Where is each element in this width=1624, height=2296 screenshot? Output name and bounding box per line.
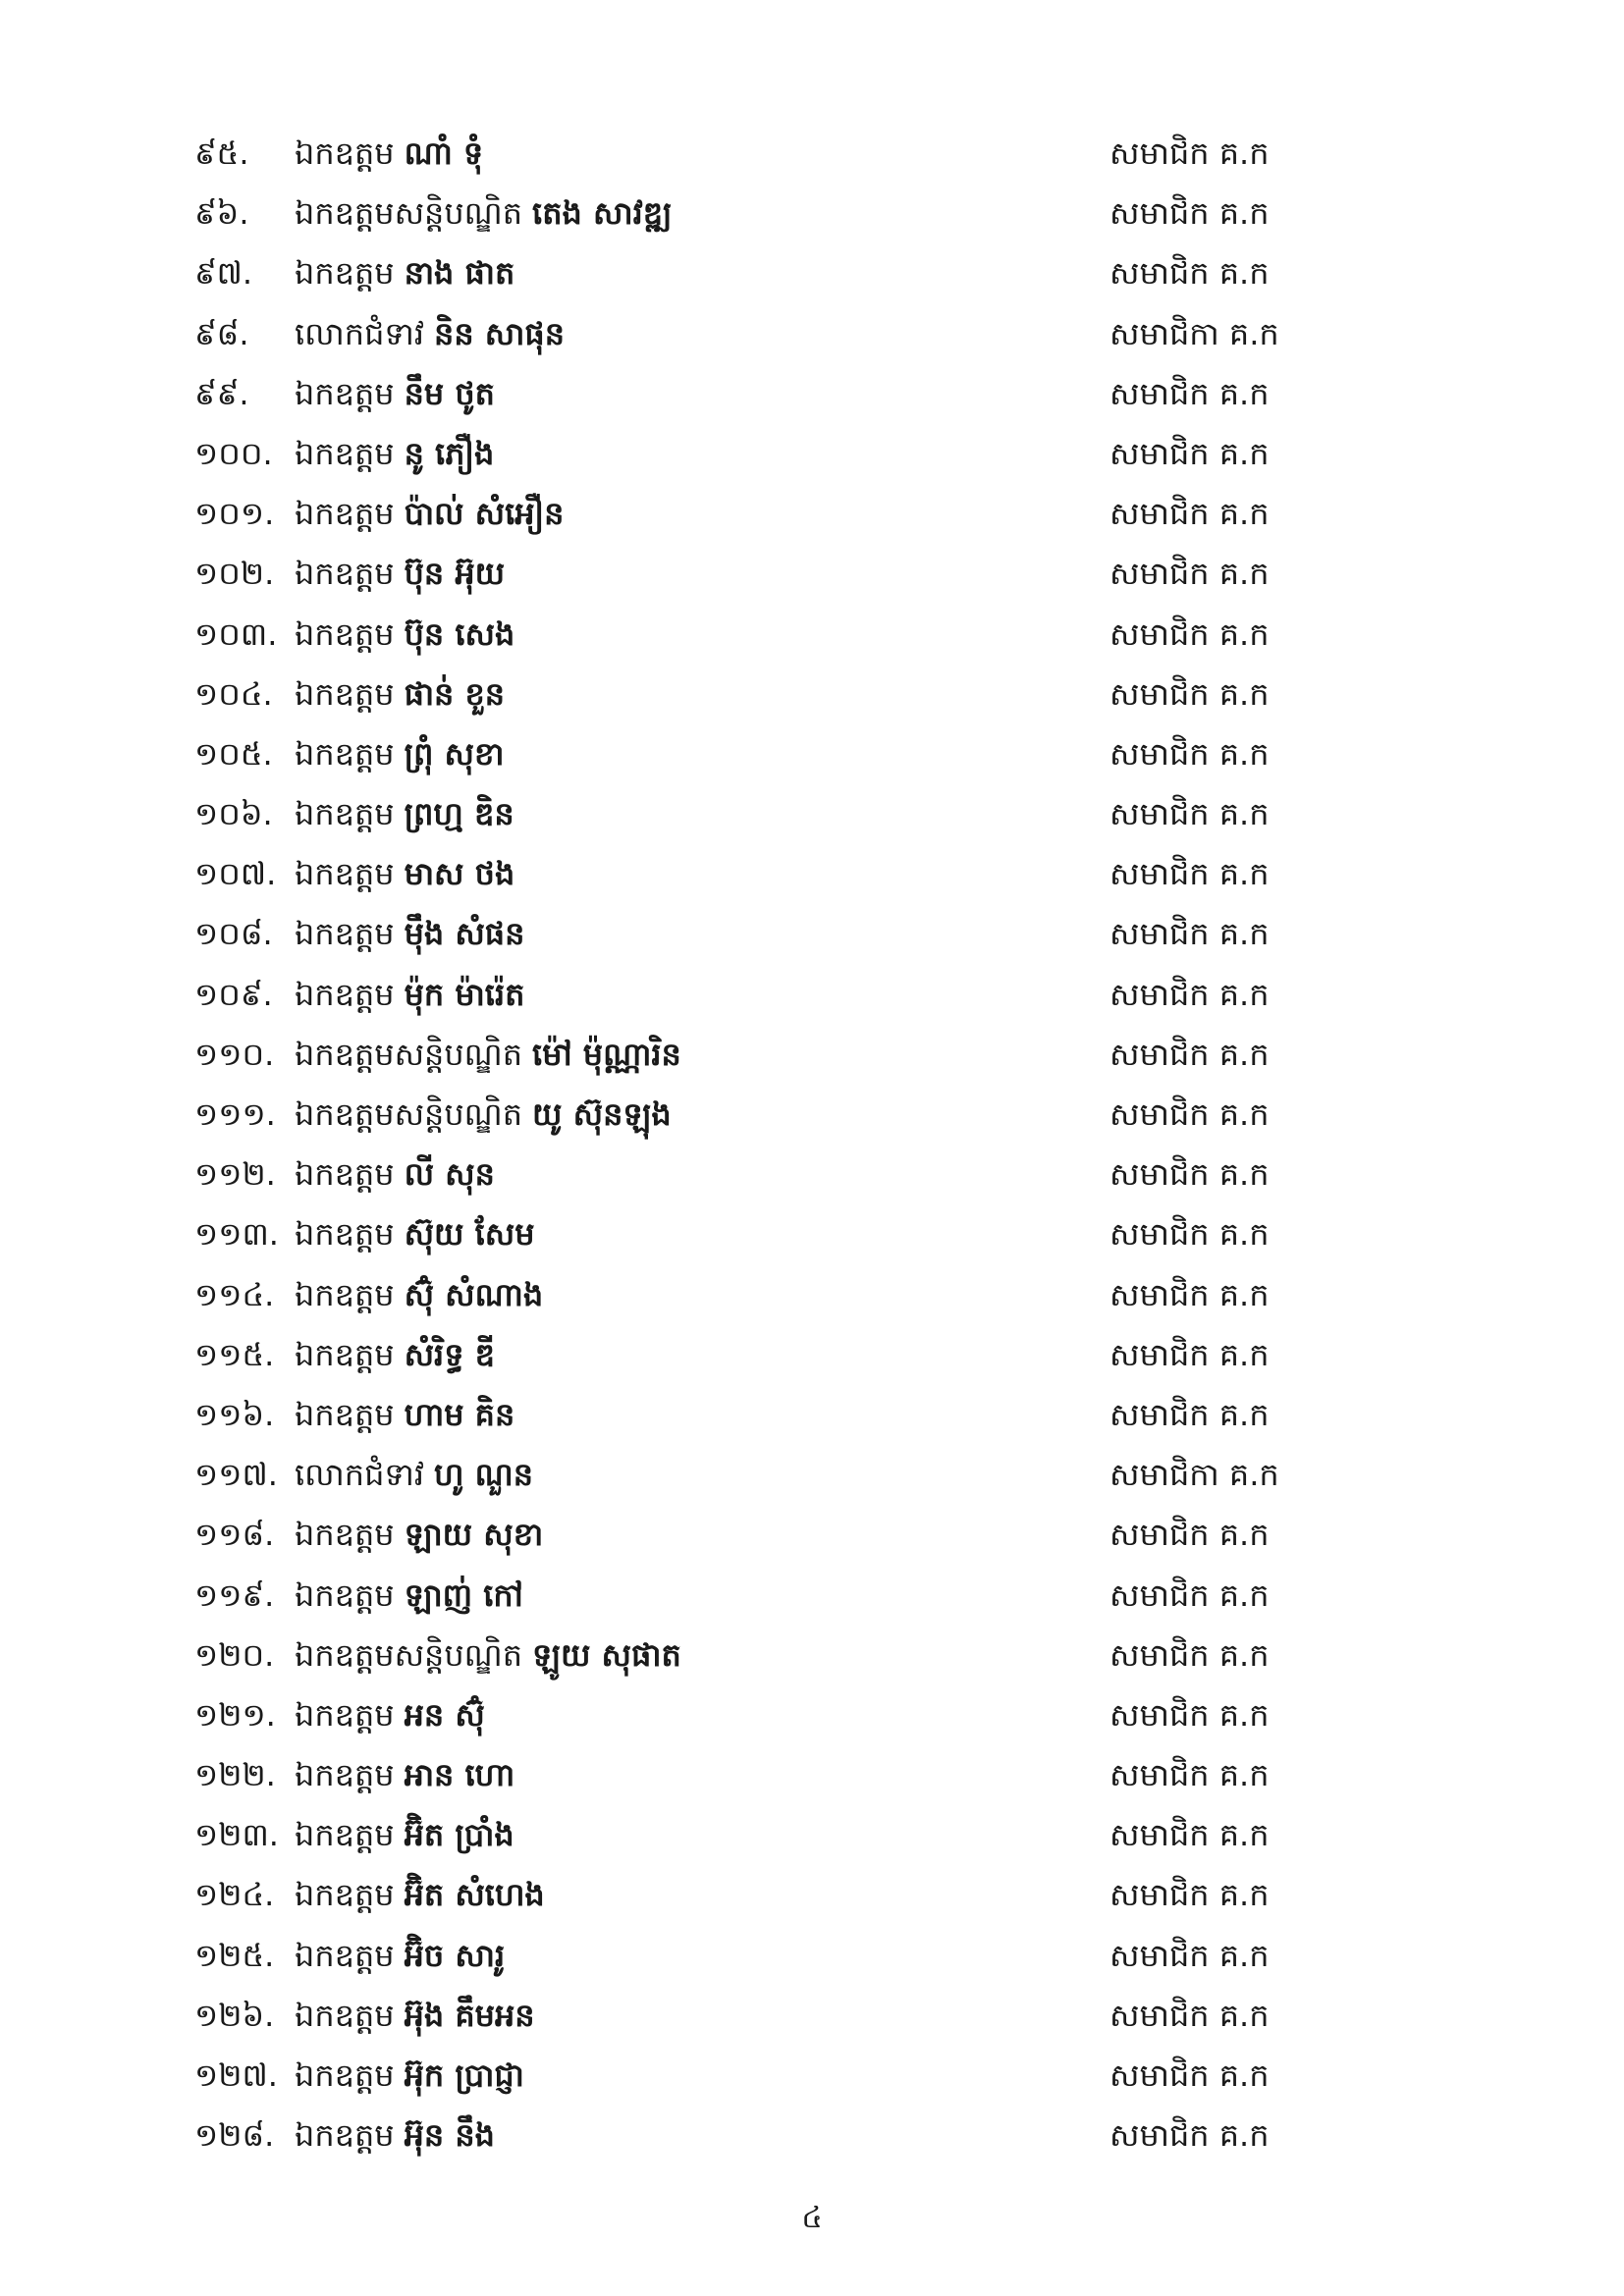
member-title: ឯកឧត្តម [295, 674, 395, 713]
member-name: យូ ស៊ុនឡុង [532, 1095, 672, 1133]
member-title-and-name [295, 1926, 505, 1986]
member-row [0, 965, 1624, 1025]
member-row [0, 605, 1624, 665]
member-title-and-name [295, 2046, 524, 2106]
member-number: ៩៩. [194, 374, 249, 412]
member-title: ឯកឧត្តម [295, 614, 395, 653]
member-name: ហូ ណួន [434, 1456, 534, 1494]
member-row [0, 1025, 1624, 1085]
member-title: ឯកឧត្តម [295, 734, 395, 773]
member-role: សមាជិក គ.ក [1110, 1816, 1270, 1854]
member-row [0, 1145, 1624, 1204]
member-role: សមាជិក គ.ក [1110, 795, 1270, 833]
member-name: អ៊ុន នឹង [404, 2116, 495, 2155]
member-number: ១២៤. [194, 1876, 275, 1914]
member-title-and-name [295, 2106, 495, 2165]
member-number: ៩៦. [194, 194, 249, 233]
member-role: សមាជិក គ.ក [1110, 1936, 1270, 1974]
member-title: ឯកឧត្តម [295, 434, 395, 472]
member-role: សមាជិក គ.ក [1110, 674, 1270, 713]
member-row [0, 1265, 1624, 1325]
member-role: សមាជិក គ.ក [1110, 2116, 1270, 2155]
member-name: និន សាផុន [434, 314, 566, 352]
member-number: ១២៦. [194, 1996, 275, 2034]
member-row [0, 184, 1624, 243]
member-name: ហាម គិន [404, 1395, 515, 1433]
member-title-and-name [295, 1385, 514, 1445]
member-title-and-name [295, 1085, 672, 1145]
member-number: ១១២. [194, 1155, 276, 1194]
member-title-and-name [295, 605, 514, 665]
member-number: ១០០. [194, 434, 273, 472]
member-number: ១០៧. [194, 855, 277, 893]
member-role: សមាជិក គ.ក [1110, 855, 1270, 893]
member-title: ឯកឧត្តម [295, 1695, 395, 1734]
member-title-and-name [295, 965, 524, 1025]
member-number: ៩៧. [194, 254, 253, 293]
member-role: សមាជិក គ.ក [1110, 254, 1270, 293]
member-row [0, 124, 1624, 184]
member-title-and-name [295, 1566, 523, 1626]
member-role: សមាជិក គ.ក [1110, 1395, 1270, 1433]
member-title: ឯកឧត្តម [295, 1335, 395, 1373]
member-name: ឡាយ សុខា [404, 1516, 544, 1554]
member-role: សមាជិក គ.ក [1110, 2056, 1270, 2094]
member-name: ប៊ុន សេង [404, 614, 515, 653]
member-number: ១១៨. [194, 1516, 275, 1554]
member-number: ៩៥. [194, 134, 249, 172]
member-row [0, 1325, 1624, 1385]
member-title: ឯកឧត្តម [295, 2056, 395, 2094]
member-number: ១២៧. [194, 2056, 278, 2094]
member-row [0, 1926, 1624, 1986]
member-title: ឯកឧត្តមសន្តិបណ្ឌិត [295, 194, 523, 233]
member-row [0, 304, 1624, 364]
member-number: ១២០. [194, 1635, 275, 1674]
member-title: ឯកឧត្តម [295, 254, 395, 293]
member-role: សមាជិក គ.ក [1110, 374, 1270, 412]
member-name: អ៊ិច សារូ [404, 1936, 506, 1974]
member-role: សមាជិក គ.ក [1110, 1876, 1270, 1914]
member-role: សមាជិក គ.ក [1110, 1996, 1270, 2034]
member-name: ឡាញ់ កៅ [404, 1575, 523, 1614]
member-role: សមាជិក គ.ក [1110, 1695, 1270, 1734]
member-title-and-name [295, 364, 495, 424]
member-number: ១១៥. [194, 1335, 275, 1373]
member-title: ឯកឧត្តម [295, 795, 395, 833]
member-name: ប៊ុន អ៊ុយ [404, 555, 506, 593]
member-list [0, 124, 1624, 2165]
member-title: ឯកឧត្តម [295, 975, 395, 1013]
member-role: សមាជិក គ.ក [1110, 134, 1270, 172]
member-role: សមាជិក គ.ក [1110, 495, 1270, 533]
member-role: សមាជិក គ.ក [1110, 555, 1270, 593]
member-role: សមាជិក គ.ក [1110, 434, 1270, 472]
member-number: ១១៤. [194, 1275, 275, 1313]
member-row [0, 424, 1624, 484]
member-title: ឯកឧត្តម [295, 555, 395, 593]
member-role: សមាជិក គ.ក [1110, 975, 1270, 1013]
member-title-and-name [295, 1145, 495, 1204]
member-name: ស៊ុយ សែម [404, 1215, 535, 1254]
member-name: ស៊ុំ សំណាង [404, 1275, 544, 1313]
member-row [0, 904, 1624, 964]
member-number: ១០៣. [194, 614, 278, 653]
member-title: ឯកឧត្តម [295, 855, 395, 893]
member-name: អ៊ុក ប្រាជ្ញា [404, 2056, 524, 2094]
member-title: ឯកឧត្តម [295, 1155, 395, 1194]
member-role: សមាជិក គ.ក [1110, 1215, 1270, 1254]
member-number: ១០៤. [194, 674, 273, 713]
page-number: ៤ [801, 2201, 823, 2235]
member-role: សមាជិក គ.ក [1110, 734, 1270, 773]
member-role: សមាជិក គ.ក [1110, 1516, 1270, 1554]
member-role: សមាជិក គ.ក [1110, 915, 1270, 953]
member-title-and-name [295, 124, 483, 184]
member-title: ឯកឧត្តមសន្តិបណ្ឌិត [295, 1035, 523, 1073]
member-title-and-name [295, 243, 514, 303]
member-name: តេង សាវឌ្ឍ [532, 194, 673, 233]
member-number: ១០៨. [194, 915, 273, 953]
member-name: អន ស៊ុំ [404, 1695, 485, 1734]
member-role: សមាជិកា គ.ក [1110, 314, 1279, 352]
member-name: លី សុន [404, 1155, 495, 1194]
member-row [0, 1445, 1624, 1505]
member-number: ១២២. [194, 1756, 276, 1794]
member-title-and-name [295, 1745, 514, 1805]
member-name: អ៊ិត សំហេង [404, 1876, 545, 1914]
member-title-and-name [295, 484, 564, 544]
member-title-and-name [295, 1204, 535, 1264]
member-title-and-name [295, 724, 504, 784]
member-title: ឯកឧត្តម [295, 495, 395, 533]
member-title-and-name [295, 1265, 543, 1325]
member-title: ឯកឧត្តមសន្តិបណ្ឌិត [295, 1635, 523, 1674]
member-number: ១០១. [194, 495, 275, 533]
member-title-and-name [295, 1505, 543, 1565]
member-name: អាន ហោ [404, 1756, 515, 1794]
member-title-and-name [295, 1445, 533, 1505]
member-title: ឯកឧត្តម [295, 1275, 395, 1313]
member-number: ១១៧. [194, 1456, 278, 1494]
member-row [0, 1566, 1624, 1626]
member-number: ៩៨. [194, 314, 249, 352]
member-title: លោកជំទាវ [295, 1456, 425, 1494]
member-number: ១២៥. [194, 1936, 275, 1974]
member-role: សមាជិកា គ.ក [1110, 1456, 1279, 1494]
member-role: សមាជិក គ.ក [1110, 1635, 1270, 1674]
member-row [0, 844, 1624, 904]
member-row [0, 784, 1624, 844]
member-role: សមាជិក គ.ក [1110, 1275, 1270, 1313]
member-number: ១១៣. [194, 1215, 279, 1254]
member-name: ព្រហ្ម ឌិន [404, 795, 514, 833]
member-title: លោកជំទាវ [295, 314, 425, 352]
member-name: អ៊ុង គឹមអន [404, 1996, 535, 2034]
member-title: ឯកឧត្តម [295, 915, 395, 953]
member-row [0, 1385, 1624, 1445]
member-role: សមាជិក គ.ក [1110, 1035, 1270, 1073]
member-number: ១០៩. [194, 975, 273, 1013]
member-title: ឯកឧត្តម [295, 1876, 395, 1914]
member-name: នាង ផាត [404, 254, 515, 293]
member-number: ១១៩. [194, 1575, 275, 1614]
member-row [0, 1626, 1624, 1685]
member-name: ម៉ៅ ម៉ុណ្ណារិន [532, 1035, 681, 1073]
member-title-and-name [295, 1626, 681, 1685]
member-name: អ៊ិត ប្រាំង [404, 1816, 514, 1854]
member-name: ព្រុំ សុខា [404, 734, 505, 773]
member-title: ឯកឧត្តម [295, 1996, 395, 2034]
member-row [0, 364, 1624, 424]
member-role: សមាជិក គ.ក [1110, 1095, 1270, 1133]
member-name: ប៉ាល់ សំអឿន [404, 495, 565, 533]
member-name: ម៉ុក ម៉ារ៉េត [404, 975, 525, 1013]
member-row [0, 1505, 1624, 1565]
member-title-and-name [295, 1986, 535, 2046]
member-role: សមាជិក គ.ក [1110, 1756, 1270, 1794]
member-row [0, 2046, 1624, 2106]
member-title-and-name [295, 1685, 485, 1745]
member-role: សមាជិក គ.ក [1110, 1335, 1270, 1373]
member-title-and-name [295, 904, 524, 964]
member-number: ១២៣. [194, 1816, 279, 1854]
member-title-and-name [295, 544, 505, 604]
member-title: ឯកឧត្តម [295, 1395, 395, 1433]
member-title: ឯកឧត្តម [295, 1215, 395, 1254]
member-number: ១២៨. [194, 2116, 275, 2155]
member-name: សំរិទ្ធ ឌី [404, 1335, 495, 1373]
member-title: ឯកឧត្តម [295, 1816, 395, 1854]
member-title-and-name [295, 304, 565, 364]
member-name: នូ ភឿង [404, 434, 495, 472]
member-role: សមាជិក គ.ក [1110, 614, 1270, 653]
member-row [0, 1865, 1624, 1925]
member-role: សមាជិក គ.ក [1110, 1155, 1270, 1194]
member-name: ម៉ឹង សំផន [404, 915, 525, 953]
member-row [0, 1085, 1624, 1145]
member-row [0, 484, 1624, 544]
member-title-and-name [295, 424, 494, 484]
member-title-and-name [295, 1805, 514, 1865]
member-row [0, 1745, 1624, 1805]
member-title: ឯកឧត្តម [295, 374, 395, 412]
member-row [0, 665, 1624, 724]
member-number: ១១០. [194, 1035, 275, 1073]
member-row [0, 2106, 1624, 2165]
member-row [0, 1986, 1624, 2046]
member-title: ឯកឧត្តម [295, 1936, 395, 1974]
member-number: ១១៦. [194, 1395, 275, 1433]
member-number: ១០៦. [194, 795, 273, 833]
member-title-and-name [295, 844, 514, 904]
member-row [0, 544, 1624, 604]
member-title-and-name [295, 1025, 681, 1085]
member-row [0, 724, 1624, 784]
member-title: ឯកឧត្តម [295, 1756, 395, 1794]
member-title-and-name [295, 784, 514, 844]
member-number: ១០២. [194, 555, 275, 593]
member-role: សមាជិក គ.ក [1110, 194, 1270, 233]
member-title: ឯកឧត្តមសន្តិបណ្ឌិត [295, 1095, 523, 1133]
member-row [0, 1204, 1624, 1264]
member-title: ឯកឧត្តម [295, 2116, 395, 2155]
member-title: ឯកឧត្តម [295, 134, 395, 172]
member-name: មាស ថង [404, 855, 515, 893]
member-name: ឡូយ សុផាត [532, 1635, 681, 1674]
member-row [0, 1805, 1624, 1865]
member-title-and-name [295, 1325, 495, 1385]
member-number: ១១១. [194, 1095, 276, 1133]
member-title-and-name [295, 1865, 545, 1925]
member-title: ឯកឧត្តម [295, 1575, 395, 1614]
member-number: ១២១. [194, 1695, 276, 1734]
member-name: ផាន់ ខួន [404, 674, 506, 713]
member-name: នឹម ថូត [404, 374, 495, 412]
member-title: ឯកឧត្តម [295, 1516, 395, 1554]
member-role: សមាជិក គ.ក [1110, 1575, 1270, 1614]
member-number: ១០៥. [194, 734, 273, 773]
member-row [0, 243, 1624, 303]
member-name: ណាំ ទុំ [404, 134, 484, 172]
member-row [0, 1685, 1624, 1745]
member-title-and-name [295, 184, 673, 243]
member-title-and-name [295, 665, 505, 724]
